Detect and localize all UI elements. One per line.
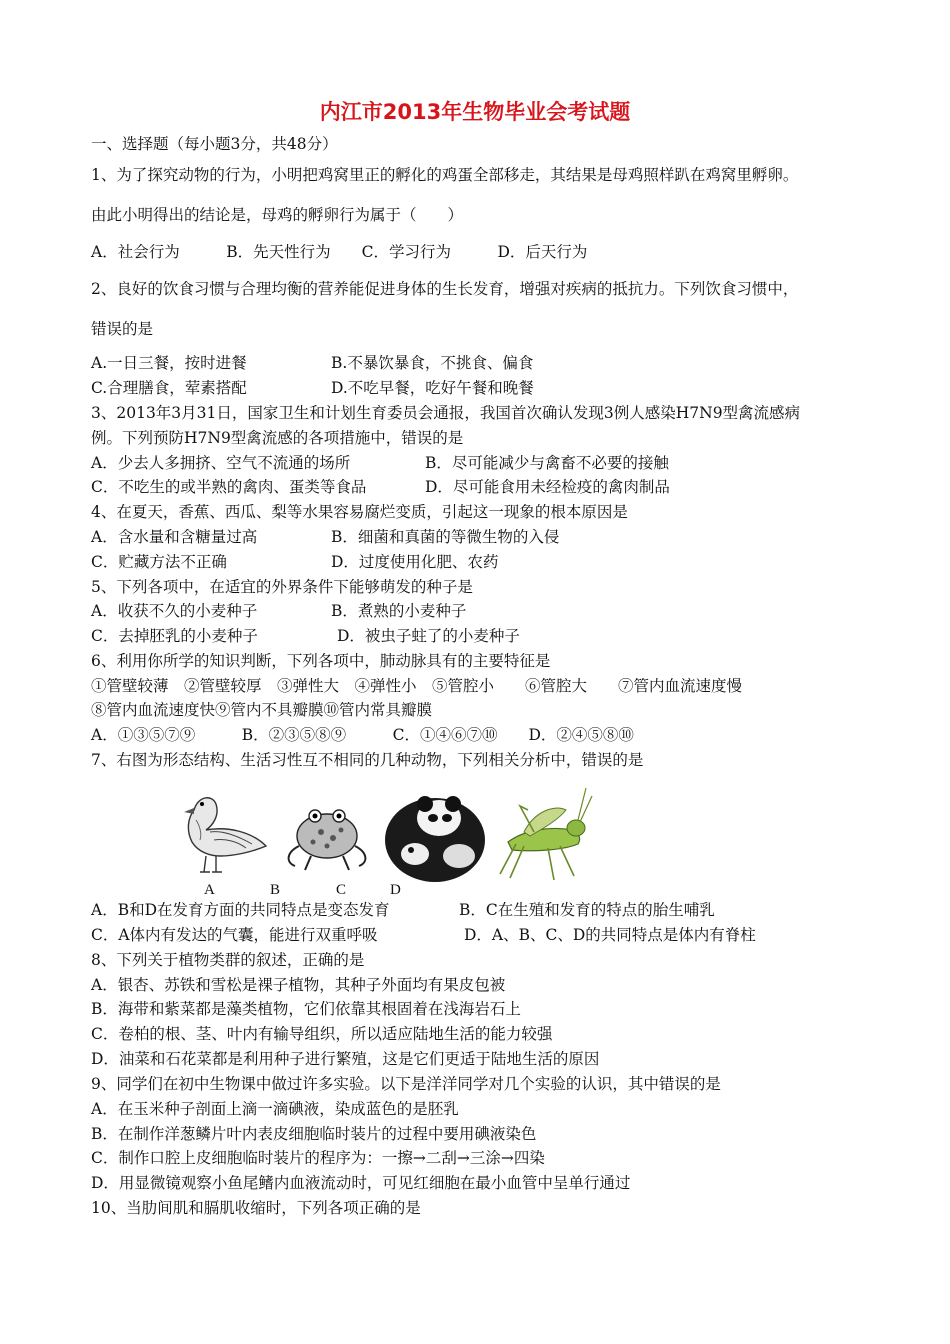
q9-option-b: B．在制作洋葱鳞片叶内表皮细胞临时装片的过程中要用碘液染色 (91, 1125, 537, 1143)
q1-stem-line1: 1、为了探究动物的行为，小明把鸡窝里正的孵化的鸡蛋全部移走，其结果是母鸡照样趴在鸡窝里孵卵。 (91, 166, 799, 184)
q3-stem-line1: 3、2013年3月31日，国家卫生和计划生育委员会通报，我国首次确认发现3例人感染H7N9型禽流感病 (91, 404, 801, 422)
q9-option-a: A．在玉米种子剖面上滴一滴碘液，染成蓝色的是胚乳 (91, 1100, 459, 1118)
q4-option-d: D．过度使用化肥、农药 (331, 553, 499, 571)
q7-option-c: C．A体内有发达的气囊，能进行双重呼吸 (91, 926, 378, 944)
q2-stem-line1: 2、良好的饮食习惯与合理均衡的营养能促进身体的生长发育，增强对疾病的抵抗力。下列饮食习惯中， (91, 280, 799, 298)
figure-label-c: C (336, 882, 347, 898)
q8-option-b: B．海带和紫菜都是藻类植物，它们依靠其根固着在浅海岩石上 (91, 1000, 521, 1018)
q6-stem: 6、利用你所学的知识判断，下列各项中，肺动脉具有的主要特征是 (91, 652, 551, 670)
panda-image (381, 784, 487, 884)
q3-option-c: C．不吃生的或半熟的禽肉、蛋类等食品 (91, 478, 367, 496)
pigeon-image (176, 786, 272, 878)
q2-option-a: A.一日三餐，按时进餐 (91, 354, 247, 372)
section-heading: 一、选择题（每小题3分，共48分） (91, 135, 338, 153)
q2-option-c: C.合理膳食，荤素搭配 (91, 379, 247, 397)
q7-option-a: A．B和D在发育方面的共同特点是变态发育 (91, 901, 390, 919)
q3-option-a: A．少去人多拥挤、空气不流通的场所 (91, 454, 351, 472)
page-title: 内江市2013年生物毕业会考试题 (319, 100, 631, 124)
q9-stem: 9、同学们在初中生物课中做过许多实验。以下是洋洋同学对几个实验的认识，其中错误的是 (91, 1075, 721, 1093)
q6-items-line2: ⑧管内血流速度快⑨管内不具瓣膜⑩管内常具瓣膜 (91, 701, 433, 719)
q7-stem: 7、右图为形态结构、生活习性互不相同的几种动物，下列相关分析中，错误的是 (91, 751, 644, 769)
q10-stem: 10、当肋间肌和膈肌收缩时，下列各项正确的是 (91, 1199, 421, 1217)
q7-animals-figure (176, 782, 596, 900)
q5-option-c: C．去掉胚乳的小麦种子 (91, 627, 258, 645)
q5-option-a: A．收获不久的小麦种子 (91, 602, 258, 620)
figure-label-a: A (204, 882, 215, 898)
q4-option-c: C．贮藏方法不正确 (91, 553, 227, 571)
q3-option-d: D．尽可能食用未经检疫的禽肉制品 (425, 478, 670, 496)
q9-option-d: D．用显微镜观察小鱼尾鳍内血液流动时，可见红细胞在最小血管中呈单行通过 (91, 1174, 631, 1192)
frog-image (281, 796, 373, 874)
q2-stem-line2: 错误的是 (91, 320, 154, 338)
q7-option-d: D．A、B、C、D的共同特点是体内有脊柱 (464, 926, 756, 944)
q8-option-d: D．油菜和石花菜都是利用种子进行繁殖，这是它们更适于陆地生活的原因 (91, 1050, 600, 1068)
q7-option-b: B．C在生殖和发育的特点的胎生哺乳 (459, 901, 715, 919)
q2-option-b: B.不暴饮暴食，不挑食、偏食 (331, 354, 534, 372)
q5-stem: 5、下列各项中，在适宜的外界条件下能够萌发的种子是 (91, 578, 473, 596)
q5-option-d: D．被虫子蛀了的小麦种子 (337, 627, 520, 645)
q4-option-a: A．含水量和含糖量过高 (91, 528, 258, 546)
q8-option-c: C．卷柏的根、茎、叶内有输导组织，所以适应陆地生活的能力较强 (91, 1025, 553, 1043)
q6-options: A．①③⑤⑦⑨ B．②③⑤⑧⑨ C．①④⑥⑦⑩ D．②④⑤⑧⑩ (91, 726, 634, 744)
grasshopper-image (494, 782, 594, 886)
q4-option-b: B．细菌和真菌的等微生物的入侵 (331, 528, 560, 546)
q2-option-d: D.不吃早餐，吃好午餐和晚餐 (331, 379, 534, 397)
q3-stem-line2: 例。下列预防H7N9型禽流感的各项措施中，错误的是 (91, 429, 464, 447)
q3-option-b: B．尽可能减少与禽畜不必要的接触 (425, 454, 669, 472)
q8-stem: 8、下列关于植物类群的叙述，正确的是 (91, 951, 365, 969)
figure-label-b: B (270, 882, 281, 898)
q5-option-b: B．煮熟的小麦种子 (331, 602, 467, 620)
q1-stem-line2: 由此小明得出的结论是，母鸡的孵卵行为属于（ ） (91, 206, 464, 224)
figure-label-d: D (390, 882, 401, 898)
q9-option-c: C．制作口腔上皮细胞临时装片的程序为：一擦→二刮→三涂→四染 (91, 1149, 545, 1167)
q6-items-line1: ①管壁较薄 ②管壁较厚 ③弹性大 ④弹性小 ⑤管腔小 ⑥管腔大 ⑦管内血流速度慢 (91, 677, 743, 695)
q8-option-a: A．银杏、苏铁和雪松是裸子植物，其种子外面均有果皮包被 (91, 976, 506, 994)
q1-options: A．社会行为 B．先天性行为 C．学习行为 D．后天行为 (91, 243, 588, 261)
q4-stem: 4、在夏天，香蕉、西瓜、梨等水果容易腐烂变质，引起这一现象的根本原因是 (91, 503, 628, 521)
